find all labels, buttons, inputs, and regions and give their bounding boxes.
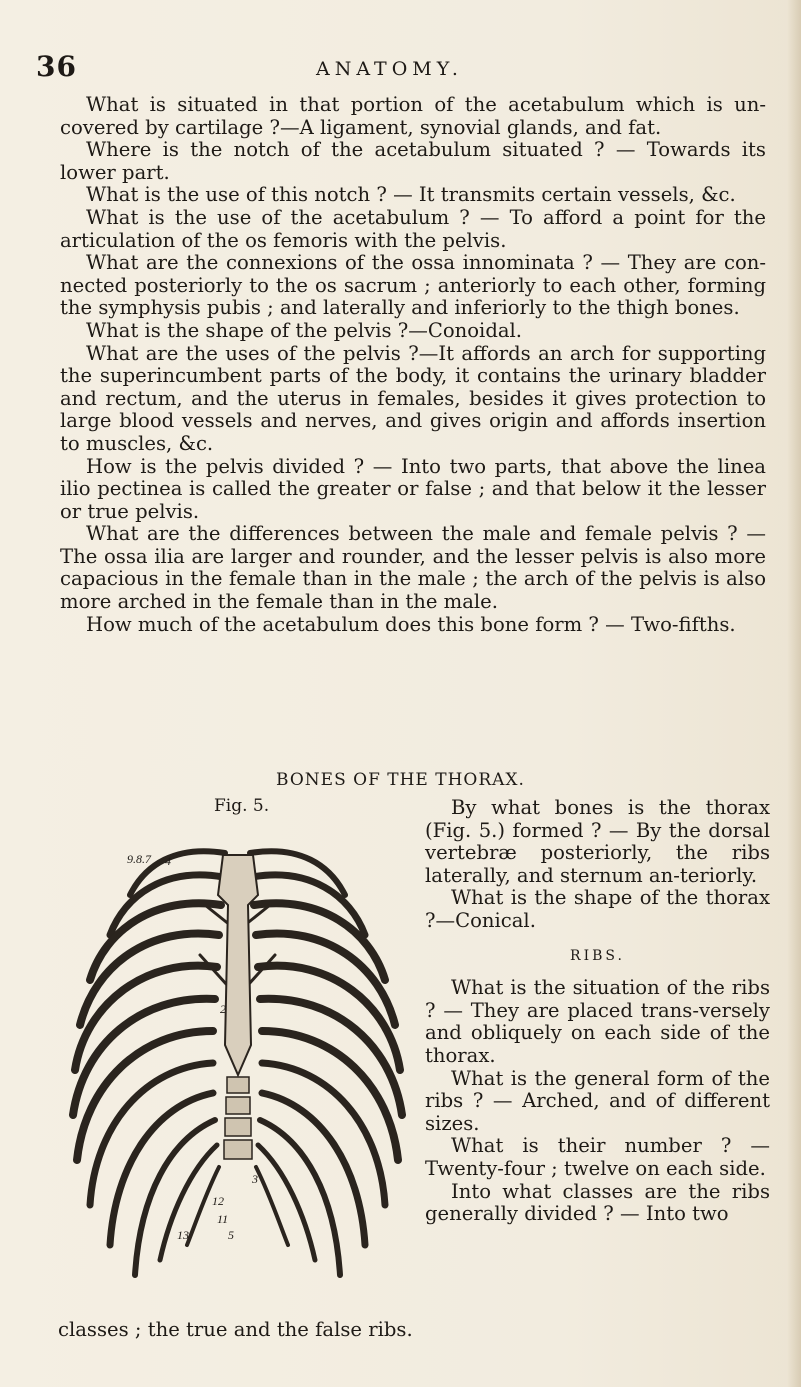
page-edge	[787, 0, 801, 1387]
thorax-illustration	[55, 815, 420, 1315]
paragraph: How much of the acetabulum does this bone form ? — Two-fifths.	[86, 612, 736, 636]
paragraph: What is the shape of the pelvis ?—Conoidal.	[86, 318, 523, 342]
paragraph: What are the connexions of the ossa innominata ? — They are con-nected posteriorly to the os sacrum ; anteriorly to each other, forming the symphysis pubis ; and laterally and inferiorly to the thigh bones.	[60, 251, 766, 320]
paragraph: What is the use of this notch ? — It transmits certain vessels, &c.	[86, 183, 736, 207]
paragraph: What is their number ? — Twenty-four ; twelve on each side.	[425, 1134, 770, 1180]
paragraph: Into what classes are the ribs generally divided ? — Into two	[425, 1179, 770, 1226]
paragraph: What are the uses of the pelvis ?—It affords an arch for supporting the superincumbent parts of the body, it contains the urinary bladder and rectum, and the uterus in females, besides it gives protection to large blood vessels and nerves, and gives origin and affords insertion to muscles, &c.	[60, 341, 766, 455]
figure-label: 3	[252, 1172, 258, 1186]
paragraph: What is situated in that portion of the acetabulum which is un-covered by cartilage ?—A ligament, synovial glands, and fat.	[60, 93, 766, 139]
figure-label: 13	[177, 1228, 189, 1242]
figure-label: 12	[212, 1194, 224, 1208]
paragraph: What are the differences between the male and female pelvis ? — The ossa ilia are larger and rounder, and the lesser pelvis is also more capacious in the female than in the male ; the arch of the pelvis is also more arched in the female than in the male.	[60, 522, 766, 614]
running-head: ANATOMY.	[316, 58, 463, 80]
ribs-subheading: RIBS.	[570, 947, 625, 964]
paragraph: What is the use of the acetabulum ? — To afford a point for the articulation of the os femoris with the pelvis.	[60, 205, 766, 252]
paragraph: By what bones is the thorax (Fig. 5.) formed ? — By the dorsal vertebræ posteriorly, the ribs laterally, and sternum an-teriorly.	[425, 796, 770, 887]
paragraph: What is the situation of the ribs ? — They are placed trans-versely and obliquely on each side of the thorax.	[425, 976, 770, 1067]
figure-label: 11	[217, 1212, 229, 1226]
paragraph: What is the general form of the ribs ? — Arched, and of different sizes.	[425, 1066, 770, 1135]
figure-caption: Fig. 5.	[214, 796, 270, 816]
continuation-line: classes ; the true and the false ribs.	[58, 1318, 413, 1341]
figure-label: 5	[228, 1228, 234, 1242]
paragraph: Where is the notch of the acetabulum situated ? — Towards its lower part.	[60, 138, 766, 184]
figure-label: 4	[165, 854, 171, 868]
page-number: 36	[36, 50, 77, 83]
figure-label: 2	[220, 1002, 226, 1016]
paragraph: What is the shape of the thorax ?—Conical.	[425, 886, 770, 932]
paragraph: How is the pelvis divided ? — Into two parts, that above the linea ilio pectinea is called the greater or false ; and that below it the lesser or true pelvis.	[60, 454, 766, 523]
thorax-text	[425, 797, 770, 1226]
main-text	[60, 94, 766, 636]
section-heading: BONES OF THE THORAX.	[276, 770, 525, 790]
figure-label: 9.8.7	[127, 852, 151, 866]
